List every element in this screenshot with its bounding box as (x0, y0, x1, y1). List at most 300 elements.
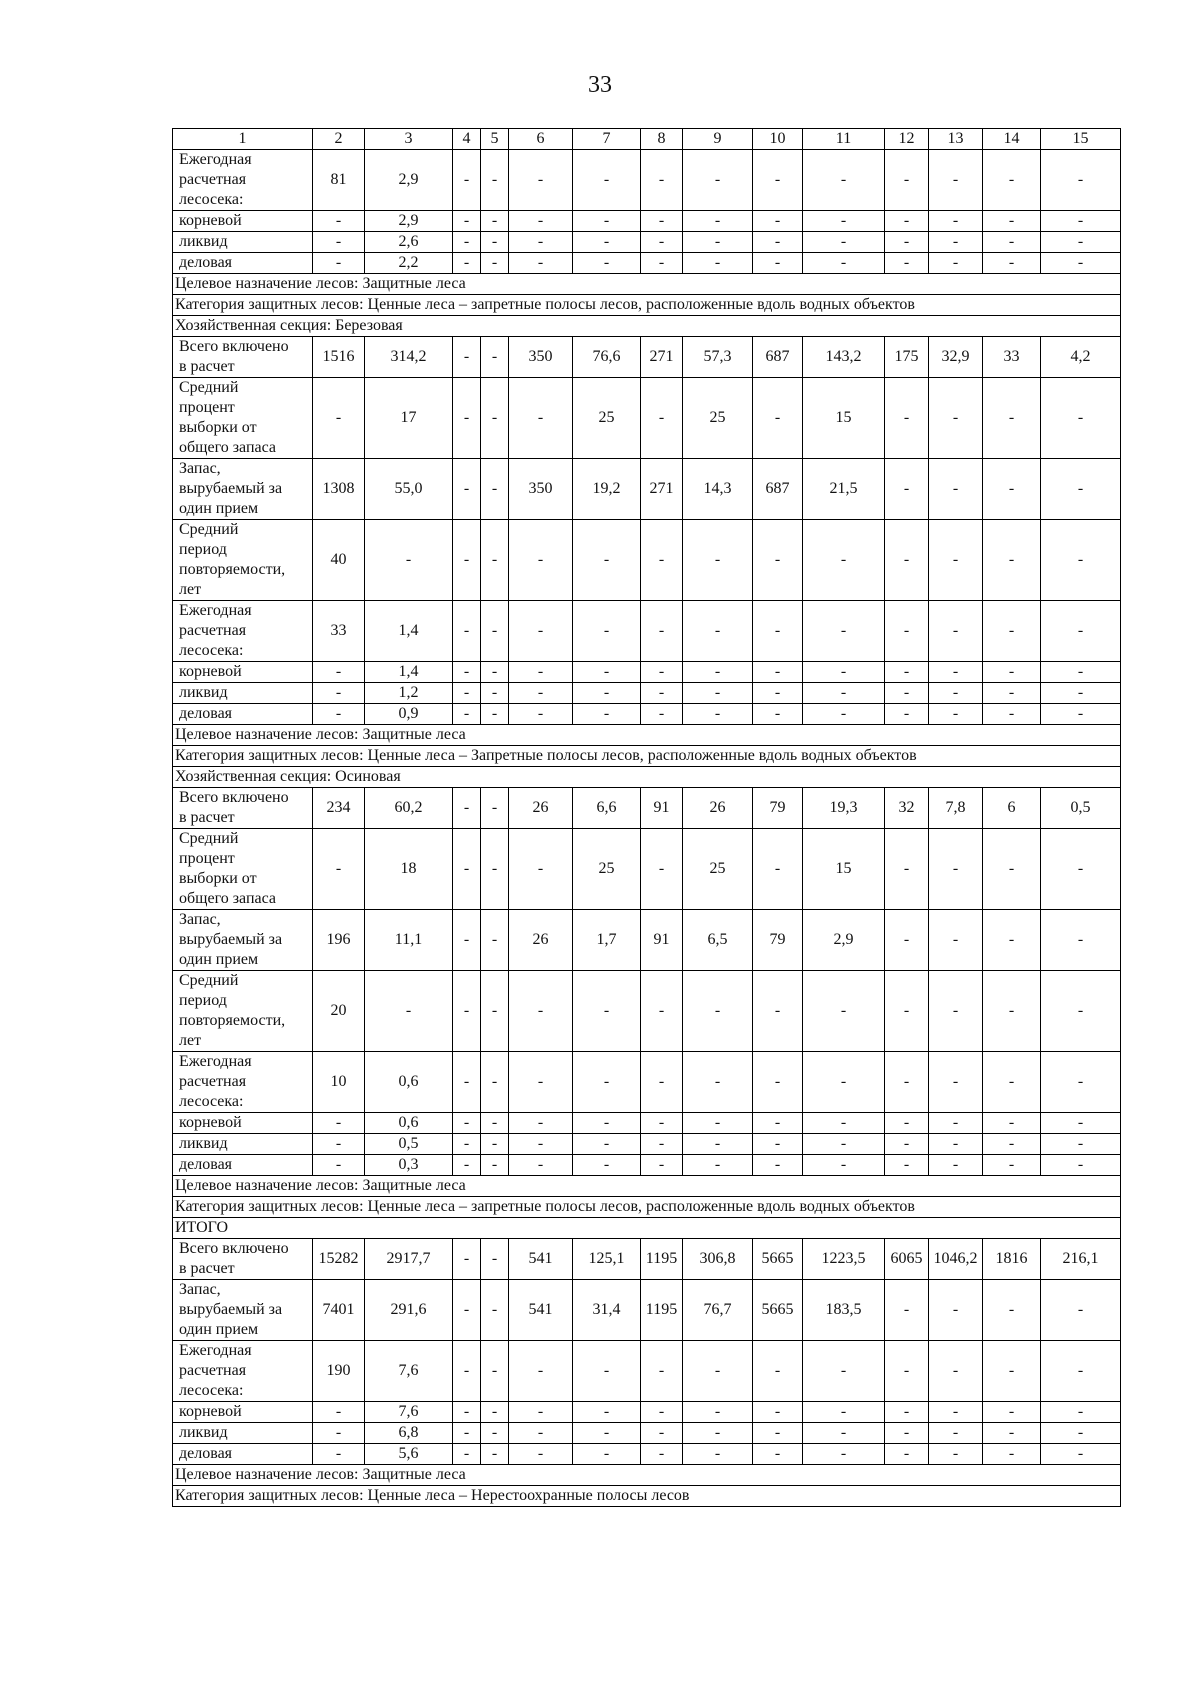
row-label-line: Всего включено (179, 338, 289, 355)
value-cell: 234 (313, 788, 365, 829)
value-cell: - (1041, 683, 1121, 704)
value-cell: - (683, 601, 753, 662)
value-cell: 5665 (753, 1280, 803, 1341)
column-number-cell: 6 (509, 129, 573, 150)
section-header-text: Хозяйственная секция: Осиновая (173, 767, 1121, 788)
value-cell: 125,1 (573, 1239, 641, 1280)
value-cell: - (573, 1134, 641, 1155)
table-row (173, 1052, 1121, 1113)
value-cell: - (683, 1423, 753, 1444)
section-header-row (173, 1465, 1121, 1486)
value-cell: - (929, 601, 983, 662)
value-cell: - (641, 232, 683, 253)
value-cell: - (453, 232, 481, 253)
row-label-line: Всего включено (179, 1240, 289, 1257)
value-cell: - (885, 1113, 929, 1134)
value-cell: 4,2 (1041, 337, 1121, 378)
value-cell: - (983, 232, 1041, 253)
value-cell: - (753, 683, 803, 704)
table-row (173, 829, 1121, 910)
value-cell: - (573, 1052, 641, 1113)
column-number-cell: 11 (803, 129, 885, 150)
value-cell: - (683, 1113, 753, 1134)
row-label-line: расчетная (179, 622, 247, 639)
row-label-cell (173, 1444, 313, 1465)
value-cell: - (481, 1052, 509, 1113)
value-cell: - (313, 378, 365, 459)
value-cell: - (885, 829, 929, 910)
value-cell: - (573, 704, 641, 725)
value-cell: - (1041, 829, 1121, 910)
value-cell: - (481, 704, 509, 725)
value-cell: - (453, 1113, 481, 1134)
value-cell: - (641, 601, 683, 662)
value-cell: 687 (753, 337, 803, 378)
value-cell: 11,1 (365, 910, 453, 971)
value-cell: 15282 (313, 1239, 365, 1280)
row-label-cell (173, 1052, 313, 1113)
value-cell: - (1041, 378, 1121, 459)
value-cell: - (753, 150, 803, 211)
row-label-line: в расчет (179, 1260, 235, 1277)
value-cell: 26 (509, 910, 573, 971)
column-number-cell: 4 (453, 129, 481, 150)
section-header-text: Категория защитных лесов: Ценные леса – запретные полосы лесов, расположенные вдоль водных объектов (173, 1197, 1121, 1218)
row-label-line: повторяемости, (179, 561, 286, 578)
column-number-cell: 5 (481, 129, 509, 150)
value-cell: - (509, 683, 573, 704)
value-cell: - (509, 601, 573, 662)
value-cell: 25 (683, 378, 753, 459)
row-label-line: Ежегодная (179, 1342, 252, 1359)
value-cell: - (683, 1134, 753, 1155)
value-cell: - (481, 1280, 509, 1341)
section-header-text: Категория защитных лесов: Ценные леса – запретные полосы лесов, расположенные вдоль водных объектов (173, 295, 1121, 316)
value-cell: - (885, 662, 929, 683)
value-cell: - (753, 1402, 803, 1423)
value-cell: 0,5 (365, 1134, 453, 1155)
value-cell: - (753, 704, 803, 725)
table-row (173, 601, 1121, 662)
column-number-cell: 2 (313, 129, 365, 150)
row-label-line: Средний (179, 830, 239, 847)
row-label-line: в расчет (179, 809, 235, 826)
value-cell: 196 (313, 910, 365, 971)
row-label-line: ликвид (179, 1424, 228, 1441)
value-cell: 5665 (753, 1239, 803, 1280)
value-cell: - (929, 829, 983, 910)
value-cell: - (803, 1134, 885, 1155)
value-cell: 32 (885, 788, 929, 829)
value-cell: - (1041, 150, 1121, 211)
value-cell: - (753, 1341, 803, 1402)
value-cell: - (683, 1444, 753, 1465)
value-cell: 1,4 (365, 601, 453, 662)
value-cell: - (753, 1423, 803, 1444)
value-cell: - (683, 1341, 753, 1402)
value-cell: 76,6 (573, 337, 641, 378)
row-label-cell (173, 150, 313, 211)
value-cell: - (509, 662, 573, 683)
value-cell: - (803, 662, 885, 683)
value-cell: - (481, 232, 509, 253)
value-cell: - (683, 704, 753, 725)
cutting-area-table (172, 128, 1121, 1507)
value-cell: - (1041, 1052, 1121, 1113)
value-cell: 15 (803, 829, 885, 910)
value-cell: - (683, 662, 753, 683)
value-cell: 7,6 (365, 1402, 453, 1423)
column-number-row (173, 129, 1121, 150)
row-label-line: лет (179, 1032, 202, 1049)
value-cell: - (641, 1134, 683, 1155)
value-cell: - (983, 1280, 1041, 1341)
page-number: 33 (588, 72, 612, 98)
value-cell: - (481, 1113, 509, 1134)
value-cell: - (481, 459, 509, 520)
table-row (173, 1239, 1121, 1280)
column-number-cell: 10 (753, 129, 803, 150)
value-cell: - (885, 211, 929, 232)
value-cell: 2,9 (365, 211, 453, 232)
value-cell: - (313, 1113, 365, 1134)
value-cell: - (929, 378, 983, 459)
value-cell: - (803, 704, 885, 725)
value-cell: - (453, 683, 481, 704)
value-cell: - (365, 520, 453, 601)
value-cell: - (481, 829, 509, 910)
value-cell: - (929, 1155, 983, 1176)
value-cell: - (509, 253, 573, 274)
row-label-line: деловая (179, 1445, 233, 1462)
value-cell: 271 (641, 337, 683, 378)
value-cell: - (929, 150, 983, 211)
value-cell: - (929, 683, 983, 704)
value-cell: - (509, 378, 573, 459)
value-cell: 0,9 (365, 704, 453, 725)
row-label-cell (173, 704, 313, 725)
row-label-line: корневой (179, 1403, 242, 1420)
table-row (173, 232, 1121, 253)
column-number-cell: 15 (1041, 129, 1121, 150)
value-cell: 0,6 (365, 1052, 453, 1113)
value-cell: - (481, 337, 509, 378)
row-label-line: Ежегодная (179, 602, 252, 619)
value-cell: - (313, 1155, 365, 1176)
value-cell: - (753, 253, 803, 274)
value-cell: - (453, 1280, 481, 1341)
value-cell: - (641, 211, 683, 232)
value-cell: - (1041, 1402, 1121, 1423)
value-cell: - (641, 1402, 683, 1423)
value-cell: - (1041, 1134, 1121, 1155)
value-cell: - (885, 1444, 929, 1465)
value-cell: - (641, 520, 683, 601)
value-cell: 2,6 (365, 232, 453, 253)
row-label-line: период (179, 541, 227, 558)
value-cell: - (929, 520, 983, 601)
value-cell: - (803, 1402, 885, 1423)
value-cell: - (481, 1134, 509, 1155)
table-row (173, 1280, 1121, 1341)
value-cell: 32,9 (929, 337, 983, 378)
value-cell: - (1041, 601, 1121, 662)
value-cell: - (803, 253, 885, 274)
section-header-row (173, 1218, 1121, 1239)
value-cell: - (481, 910, 509, 971)
table-row (173, 337, 1121, 378)
row-label-cell (173, 520, 313, 601)
value-cell: - (1041, 1341, 1121, 1402)
value-cell: 1516 (313, 337, 365, 378)
row-label-line: один прием (179, 1321, 259, 1338)
value-cell: - (683, 971, 753, 1052)
value-cell: - (453, 910, 481, 971)
value-cell: - (453, 788, 481, 829)
column-number-cell: 13 (929, 129, 983, 150)
value-cell: - (983, 1423, 1041, 1444)
value-cell: - (313, 232, 365, 253)
value-cell: - (753, 1444, 803, 1465)
value-cell: - (365, 971, 453, 1052)
value-cell: - (1041, 211, 1121, 232)
value-cell: - (481, 211, 509, 232)
value-cell: - (481, 662, 509, 683)
row-label-line: процент (179, 399, 235, 416)
value-cell: 541 (509, 1280, 573, 1341)
value-cell: - (1041, 704, 1121, 725)
value-cell: 306,8 (683, 1239, 753, 1280)
value-cell: 1223,5 (803, 1239, 885, 1280)
value-cell: 81 (313, 150, 365, 211)
section-header-row (173, 746, 1121, 767)
table-row (173, 253, 1121, 274)
row-label-line: выборки от (179, 419, 257, 436)
value-cell: - (753, 378, 803, 459)
value-cell: - (983, 1113, 1041, 1134)
value-cell: - (803, 1341, 885, 1402)
value-cell: 60,2 (365, 788, 453, 829)
value-cell: - (683, 253, 753, 274)
section-header-row (173, 1197, 1121, 1218)
value-cell: 21,5 (803, 459, 885, 520)
value-cell: - (1041, 971, 1121, 1052)
value-cell: - (453, 1444, 481, 1465)
value-cell: 350 (509, 459, 573, 520)
value-cell: - (453, 1402, 481, 1423)
section-header-text: Категория защитных лесов: Ценные леса – Запретные полосы лесов, расположенные вдоль водных объектов (173, 746, 1121, 767)
value-cell: - (313, 662, 365, 683)
value-cell: - (481, 1402, 509, 1423)
value-cell: - (885, 1341, 929, 1402)
value-cell: - (803, 520, 885, 601)
value-cell: - (929, 1052, 983, 1113)
row-label-line: ликвид (179, 1135, 228, 1152)
row-label-line: Средний (179, 972, 239, 989)
value-cell: - (641, 704, 683, 725)
value-cell: - (753, 601, 803, 662)
value-cell: - (509, 1155, 573, 1176)
value-cell: - (753, 520, 803, 601)
value-cell: - (481, 1239, 509, 1280)
value-cell: - (983, 683, 1041, 704)
table-row (173, 1341, 1121, 1402)
row-label-line: процент (179, 850, 235, 867)
row-label-line: Средний (179, 521, 239, 538)
value-cell: - (481, 150, 509, 211)
value-cell: - (983, 1134, 1041, 1155)
value-cell: - (803, 601, 885, 662)
value-cell: - (885, 601, 929, 662)
section-header-row (173, 316, 1121, 337)
value-cell: - (453, 971, 481, 1052)
value-cell: - (803, 683, 885, 704)
value-cell: 15 (803, 378, 885, 459)
value-cell: 91 (641, 788, 683, 829)
value-cell: - (313, 1134, 365, 1155)
table-row (173, 150, 1121, 211)
value-cell: - (641, 1423, 683, 1444)
value-cell: - (983, 1402, 1041, 1423)
value-cell: 26 (683, 788, 753, 829)
value-cell: - (573, 520, 641, 601)
value-cell: - (983, 971, 1041, 1052)
value-cell: 687 (753, 459, 803, 520)
value-cell: 20 (313, 971, 365, 1052)
value-cell: 19,3 (803, 788, 885, 829)
value-cell: 1195 (641, 1239, 683, 1280)
value-cell: 183,5 (803, 1280, 885, 1341)
row-label-line: вырубаемый за (179, 1301, 283, 1318)
value-cell: - (641, 378, 683, 459)
value-cell: - (509, 1113, 573, 1134)
value-cell: 291,6 (365, 1280, 453, 1341)
value-cell: 25 (573, 829, 641, 910)
value-cell: - (753, 662, 803, 683)
value-cell: - (929, 1402, 983, 1423)
row-label-line: ликвид (179, 684, 228, 701)
value-cell: - (453, 520, 481, 601)
value-cell: - (983, 662, 1041, 683)
value-cell: 143,2 (803, 337, 885, 378)
value-cell: - (453, 337, 481, 378)
value-cell: 55,0 (365, 459, 453, 520)
value-cell: - (753, 1134, 803, 1155)
value-cell: - (313, 704, 365, 725)
value-cell: 57,3 (683, 337, 753, 378)
value-cell: 5,6 (365, 1444, 453, 1465)
value-cell: - (573, 601, 641, 662)
value-cell: - (573, 1444, 641, 1465)
section-header-row (173, 1176, 1121, 1197)
value-cell: - (885, 459, 929, 520)
column-number-cell: 7 (573, 129, 641, 150)
value-cell: 1,4 (365, 662, 453, 683)
section-header-text: Целевое назначение лесов: Защитные леса (173, 725, 1121, 746)
value-cell: - (753, 1052, 803, 1113)
value-cell: 175 (885, 337, 929, 378)
value-cell: 40 (313, 520, 365, 601)
row-label-cell (173, 1280, 313, 1341)
value-cell: 33 (983, 337, 1041, 378)
value-cell: - (885, 910, 929, 971)
row-label-line: расчетная (179, 1073, 247, 1090)
value-cell: - (983, 910, 1041, 971)
value-cell: - (683, 1155, 753, 1176)
value-cell: - (753, 1155, 803, 1176)
value-cell: - (803, 211, 885, 232)
row-label-line: лесосека: (179, 642, 244, 659)
table-row (173, 971, 1121, 1052)
value-cell: - (509, 232, 573, 253)
value-cell: - (573, 971, 641, 1052)
value-cell: - (929, 704, 983, 725)
value-cell: - (983, 459, 1041, 520)
value-cell: - (573, 683, 641, 704)
value-cell: 271 (641, 459, 683, 520)
value-cell: 6,5 (683, 910, 753, 971)
section-header-text: Категория защитных лесов: Ценные леса – Нерестоохранные полосы лесов (173, 1486, 1121, 1507)
value-cell: 19,2 (573, 459, 641, 520)
value-cell: - (509, 1423, 573, 1444)
value-cell: - (1041, 1444, 1121, 1465)
row-label-line: корневой (179, 212, 242, 229)
value-cell: 6,8 (365, 1423, 453, 1444)
table-row (173, 1113, 1121, 1134)
value-cell: - (753, 829, 803, 910)
value-cell: - (453, 211, 481, 232)
value-cell: - (683, 520, 753, 601)
value-cell: - (641, 829, 683, 910)
value-cell: - (641, 150, 683, 211)
value-cell: - (453, 1423, 481, 1444)
value-cell: 6 (983, 788, 1041, 829)
value-cell: - (929, 971, 983, 1052)
value-cell: - (313, 829, 365, 910)
value-cell: - (929, 232, 983, 253)
value-cell: - (1041, 662, 1121, 683)
value-cell: 25 (683, 829, 753, 910)
value-cell: - (885, 1134, 929, 1155)
value-cell: 10 (313, 1052, 365, 1113)
value-cell: - (481, 1423, 509, 1444)
section-header-text: Целевое назначение лесов: Защитные леса (173, 274, 1121, 295)
value-cell: - (683, 683, 753, 704)
value-cell: - (1041, 232, 1121, 253)
row-label-cell (173, 378, 313, 459)
value-cell: - (885, 1155, 929, 1176)
value-cell: - (885, 150, 929, 211)
value-cell: - (313, 253, 365, 274)
value-cell: - (803, 150, 885, 211)
section-header-text: Целевое назначение лесов: Защитные леса (173, 1465, 1121, 1486)
value-cell: 1308 (313, 459, 365, 520)
value-cell: - (983, 704, 1041, 725)
row-label-line: вырубаемый за (179, 931, 283, 948)
section-header-row (173, 274, 1121, 295)
value-cell: - (885, 1280, 929, 1341)
value-cell: - (929, 459, 983, 520)
section-header-row (173, 767, 1121, 788)
value-cell: 7,6 (365, 1341, 453, 1402)
value-cell: - (803, 1113, 885, 1134)
value-cell: - (683, 1402, 753, 1423)
value-cell: 26 (509, 788, 573, 829)
value-cell: - (573, 1402, 641, 1423)
value-cell: 2,2 (365, 253, 453, 274)
row-label-cell (173, 232, 313, 253)
value-cell: - (453, 150, 481, 211)
